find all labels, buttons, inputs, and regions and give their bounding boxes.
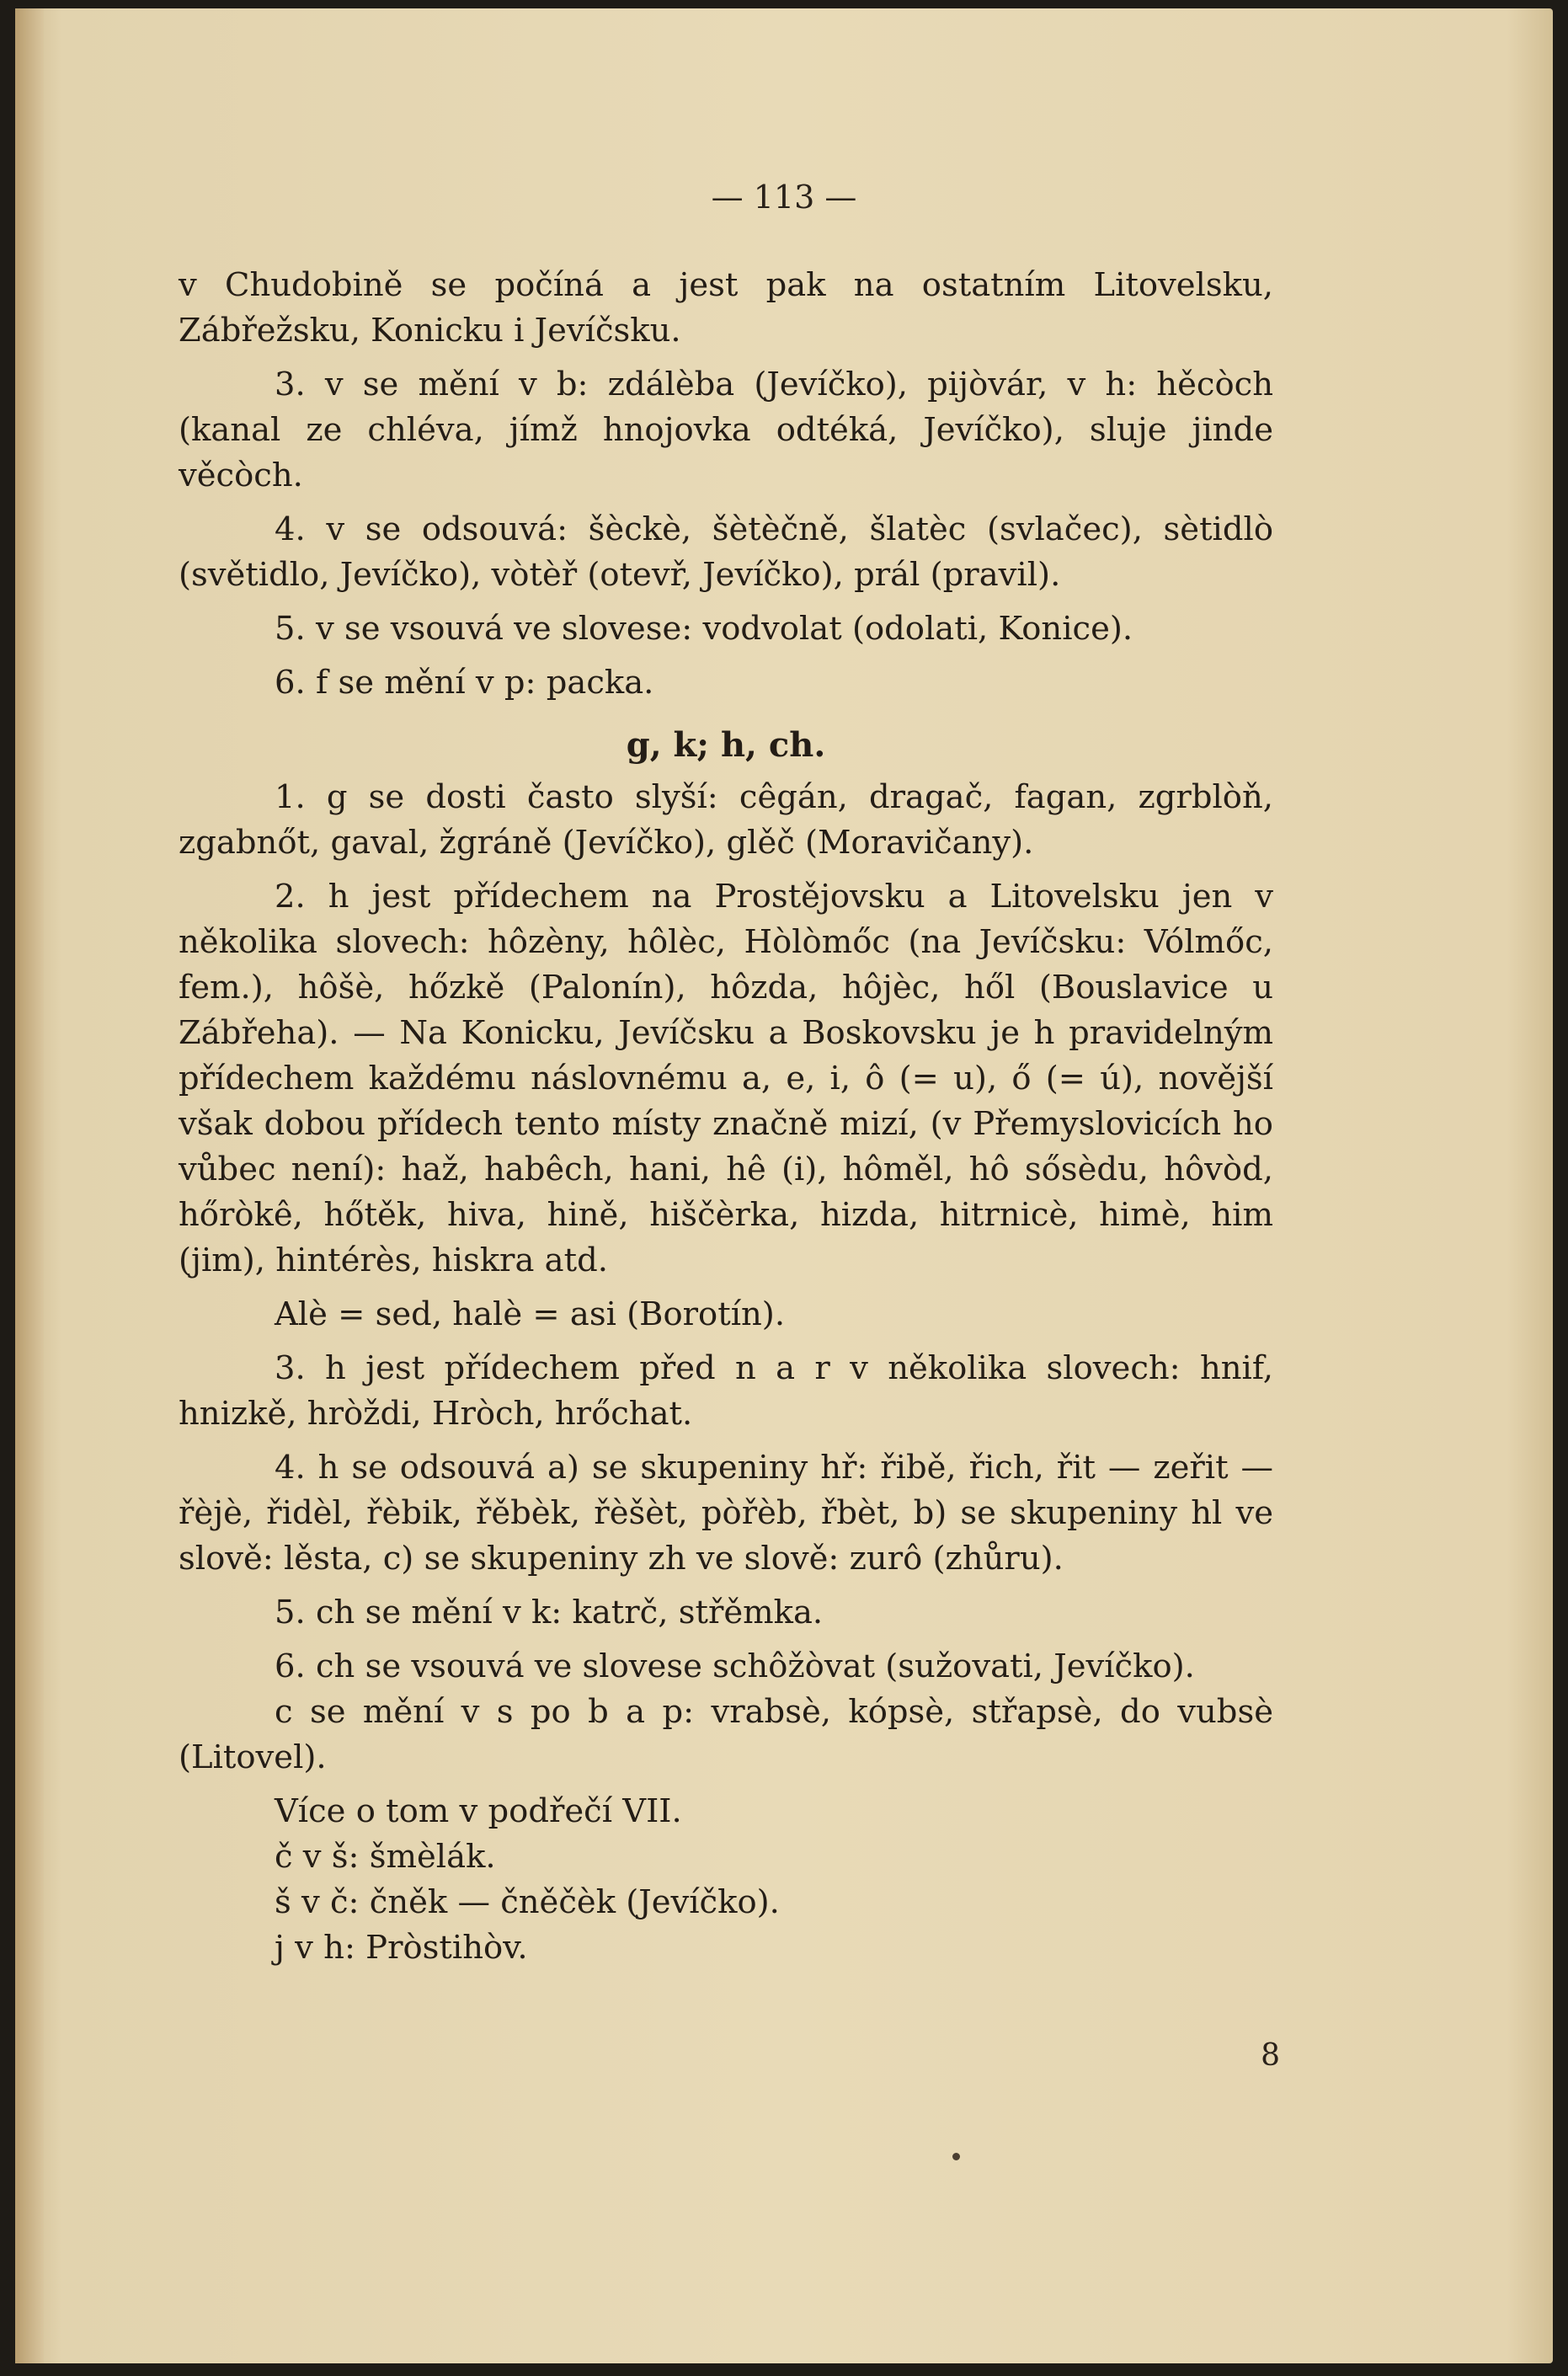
paragraph-intro: v Chudobině se počíná a jest pak na ostatním Litovelsku, Zábřežsku, Konicku i Jevíčsku. — [179, 266, 1273, 350]
paragraph-h-2: 2. h jest přídechem na Prostějovsku a Litovelsku jen v několika slovech: hôzèny, hôlèc, Hòlòmőc (na Jevíčsku: Vólmőc, fem.), hôšè, hőzkě (Palonín), hôzda, hôjèc, hől (Bouslavice u Zábřeha). — Na Konicku, Jevíčsku a Boskovsku je h pravidelným přídechem každému náslovnému a, e, i, ô (= u), ő (= ú), novější však dobou přídech tento místy značně mizí, (v Přemyslovicích ho vůbec není): haž, habêch, hani, hê (i), hôměl, hô sősèdu, hôvòd, hőròkê, hőtěk, hiva, hině, hiščèrka, hizda, hitrnicè, himè, him (jim), hintérès, hiskra atd. — [179, 878, 1273, 1279]
ink-dot — [952, 2153, 960, 2160]
paragraph-c: c se mění v s po b a p: vrabsè, kópsè, střapsè, do vubsè (Litovel). — [179, 1693, 1273, 1776]
paragraph-v-5: 5. v se vsouvá ve slovese: vodvolat (odolati, Konice). — [275, 610, 1133, 648]
paragraph-ch-5: 5. ch se mění v k: katrč, střěmka. — [275, 1594, 824, 1631]
paragraph-ale: Alè = sed, halè = asi (Borotín). — [275, 1295, 786, 1333]
paragraph-g-1: 1. g se dosti často slyší: cêgán, dragač, fagan, zgrblòň, zgabnőt, gaval, žgráně (Jevíčko), glěč (Moravičany). — [179, 778, 1273, 862]
paragraph-s-c: š v č: čněk — čněčèk (Jevíčko). — [275, 1883, 780, 1921]
body-text — [179, 263, 1273, 1971]
paragraph-ch-6: 6. ch se vsouvá ve slovese schôžòvat (sužovati, Jevíčko). — [275, 1647, 1195, 1685]
paragraph-v-4: 4. v se odsouvá: šèckè, šètèčně, šlatèc (svlačec), sètidlò (světidlo, Jevíčko), vòtèř (otevř, Jevíčko), prál (pravil). — [179, 510, 1273, 594]
paragraph-h-3: 3. h jest přídechem před n a r v několika slovech: hnif, hnizkě, hròždi, Hròch, hrőchat. — [179, 1349, 1273, 1433]
page-gutter-shadow — [15, 8, 44, 2363]
signature-mark: 8 — [1261, 2038, 1280, 2073]
paragraph-v-3: 3. v se mění v b: zdálèba (Jevíčko), pijòvár, v h: hěcòch (kanal ze chléva, jímž hnojovka odtéká, Jevíčko), sluje jinde věcòch. — [179, 366, 1273, 494]
paragraph-vice: Více o tom v podřečí VII. — [275, 1792, 682, 1830]
paragraph-c-s: č v š: šmèlák. — [275, 1838, 496, 1876]
paragraph-f-6: 6. f se mění v p: packa. — [275, 664, 654, 702]
page-number-header: — 113 — — [711, 179, 857, 216]
paragraph-h-4: 4. h se odsouvá a) se skupeniny hř: řibě, řich, řit — zeřit — řèjè, řidèl, řèbik, řěbèk, řèšèt, pòřèb, řbèt, b) se skupeniny hl ve slově: lěsta, c) se skupeniny zh ve slově: zurô (zhůru). — [179, 1449, 1273, 1578]
section-heading: g, k; h, ch. — [626, 725, 826, 765]
paragraph-j-h: j v h: Pròstihòv. — [275, 1929, 528, 1967]
